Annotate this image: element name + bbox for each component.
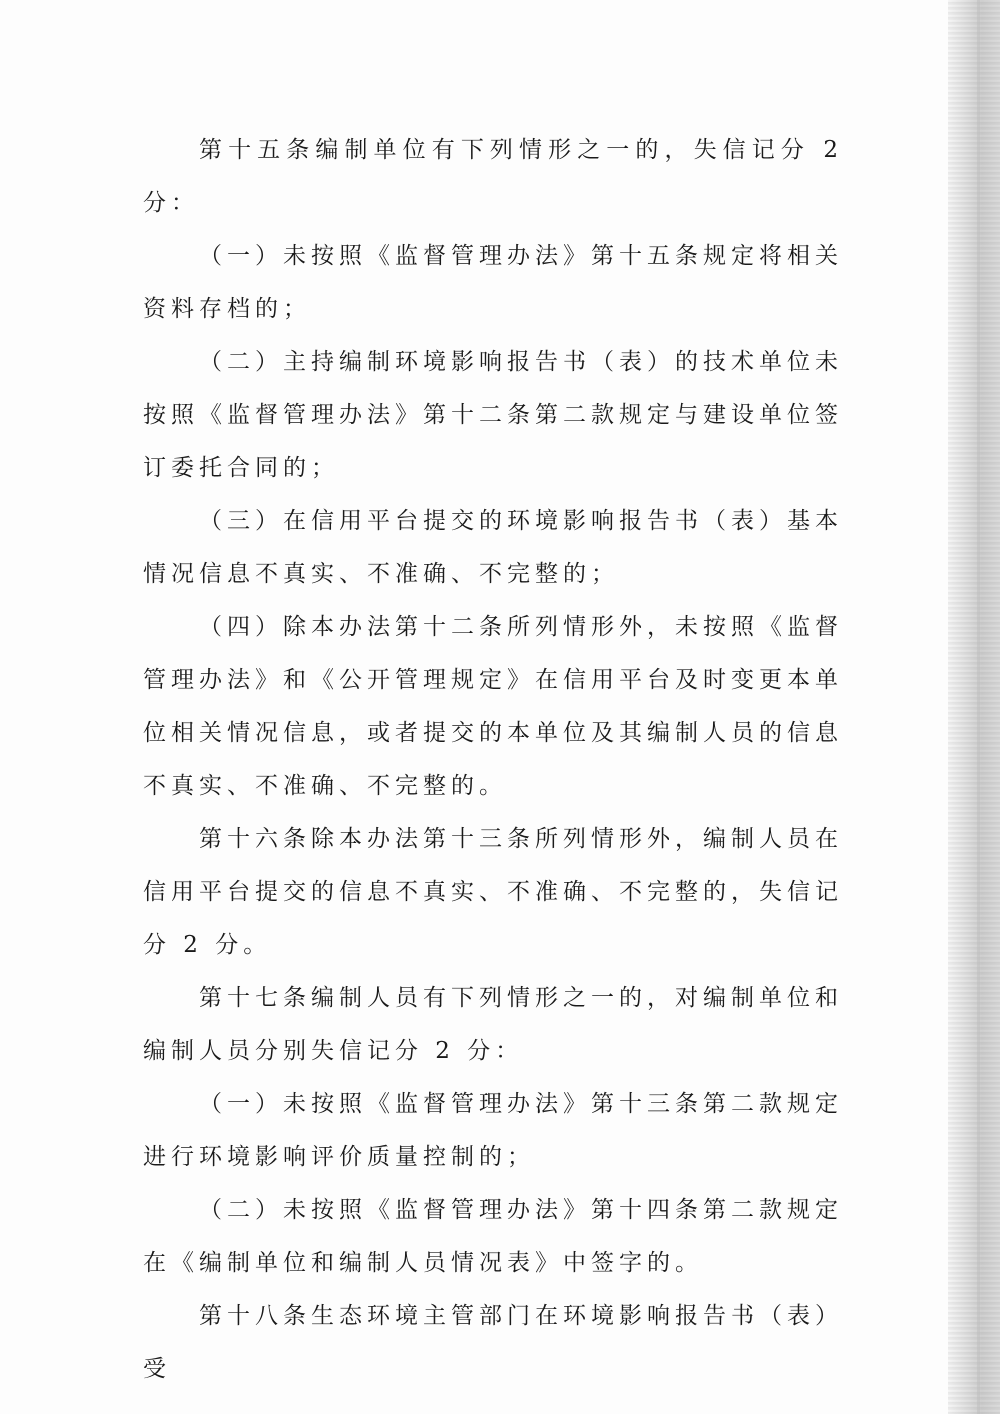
article-17-item-2: （二）未按照《监督管理办法》第十四条第二款规定在《编制单位和编制人员情况表》中签字的。	[143, 1197, 843, 1276]
article-15-item-3: （三）在信用平台提交的环境影响报告书（表）基本情况信息不真实、不准确、不完整的；	[143, 508, 843, 587]
article-15-intro: 第十五条编制单位有下列情形之一的，失信记分 2 分：	[143, 137, 843, 216]
article-15-item-1: （一）未按照《监督管理办法》第十五条规定将相关资料存档的；	[143, 243, 843, 322]
scan-shadow-line	[977, 0, 980, 1414]
article-18-start: 第十八条生态环境主管部门在环境影响报告书（表）受	[143, 1303, 843, 1382]
document-body	[143, 124, 843, 1396]
article-16: 第十六条除本办法第十三条所列情形外，编制人员在信用平台提交的信息不真实、不准确、不完整的，失信记分 2 分。	[143, 826, 843, 958]
scan-shadow-edge	[948, 0, 1000, 1414]
article-15-item-2: （二）主持编制环境影响报告书（表）的技术单位未按照《监督管理办法》第十二条第二款规定与建设单位签订委托合同的；	[143, 349, 843, 481]
article-15-item-4: （四）除本办法第十二条所列情形外，未按照《监督管理办法》和《公开管理规定》在信用平台及时变更本单位相关情况信息，或者提交的本单位及其编制人员的信息不真实、不准确、不完整的。	[143, 614, 843, 799]
article-17-intro: 第十七条编制人员有下列情形之一的，对编制单位和编制人员分别失信记分 2 分：	[143, 985, 843, 1064]
article-17-item-1: （一）未按照《监督管理办法》第十三条第二款规定进行环境影响评价质量控制的；	[143, 1091, 843, 1170]
